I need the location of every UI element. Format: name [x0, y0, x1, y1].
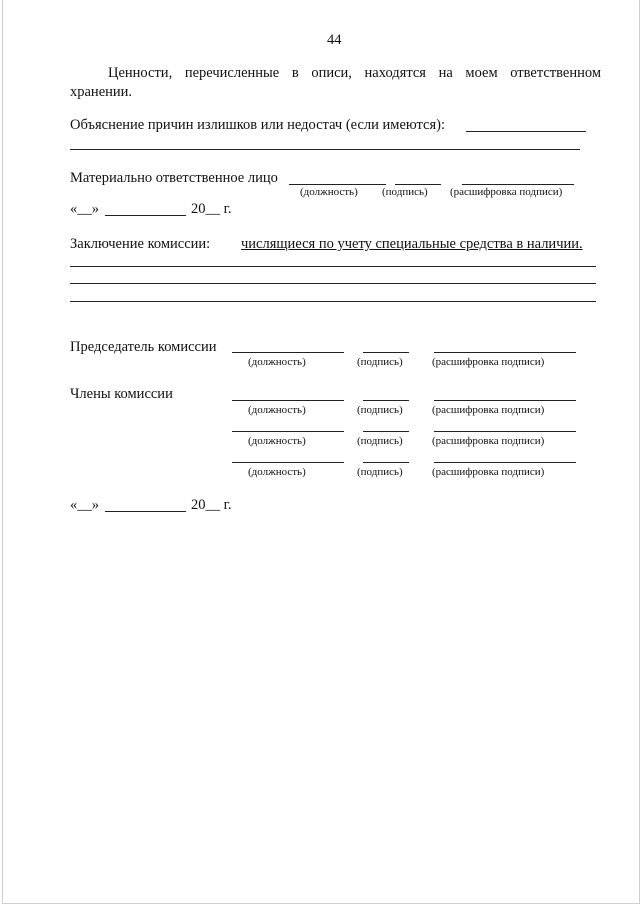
member-3-signature-caption: (подпись)	[357, 466, 403, 478]
chairman-position-field[interactable]	[232, 352, 344, 353]
members-label: Члены комиссии	[70, 386, 173, 402]
chairman-decoding-caption: (расшифровка подписи)	[432, 356, 545, 368]
custody-statement: Ценности, перечисленные в описи, находятся на моем ответственном хранении.	[70, 65, 601, 100]
final-date-month-field[interactable]	[105, 511, 186, 512]
member-1-position-caption: (должность)	[248, 404, 306, 416]
explanation-field-line-2[interactable]	[70, 149, 580, 150]
responsible-position-field[interactable]	[289, 184, 386, 185]
member-3-decoding-field[interactable]	[434, 462, 576, 463]
chairman-signature-caption: (подпись)	[357, 356, 403, 368]
responsible-decoding-field[interactable]	[462, 184, 574, 185]
chairman-label: Председатель комиссии	[70, 339, 217, 355]
chairman-signature-field[interactable]	[363, 352, 409, 353]
member-2-position-field[interactable]	[232, 431, 344, 432]
member-3-position-caption: (должность)	[248, 466, 306, 478]
member-3-position-field[interactable]	[232, 462, 344, 463]
conclusion-line-1[interactable]	[70, 266, 596, 267]
chairman-decoding-field[interactable]	[434, 352, 576, 353]
member-2-signature-caption: (подпись)	[357, 435, 403, 447]
date-day: «__»	[70, 201, 99, 217]
page-number: 44	[327, 32, 342, 48]
page-border	[2, 0, 640, 904]
explanation-label: Объяснение причин излишков или недостач (если имеются):	[70, 117, 446, 133]
member-1-decoding-caption: (расшифровка подписи)	[432, 404, 545, 416]
conclusion-text: числящиеся по учету специальные средства в наличии.	[241, 236, 583, 252]
final-date-year: 20__ г.	[191, 497, 232, 513]
chairman-position-caption: (должность)	[248, 356, 306, 368]
responsible-decoding-caption: (расшифровка подписи)	[450, 186, 563, 198]
member-1-position-field[interactable]	[232, 400, 344, 401]
responsible-position-caption: (должность)	[300, 186, 358, 198]
date-month-field[interactable]	[105, 215, 186, 216]
member-2-position-caption: (должность)	[248, 435, 306, 447]
explanation-field[interactable]	[466, 131, 586, 132]
date-year: 20__ г.	[191, 201, 232, 217]
final-date-day: «__»	[70, 497, 99, 513]
member-1-signature-caption: (подпись)	[357, 404, 403, 416]
conclusion-label: Заключение комиссии:	[70, 236, 211, 252]
member-3-decoding-caption: (расшифровка подписи)	[432, 466, 545, 478]
member-2-decoding-field[interactable]	[434, 431, 576, 432]
member-2-decoding-caption: (расшифровка подписи)	[432, 435, 545, 447]
member-1-signature-field[interactable]	[363, 400, 409, 401]
member-2-signature-field[interactable]	[363, 431, 409, 432]
member-3-signature-field[interactable]	[363, 462, 409, 463]
responsible-signature-field[interactable]	[395, 184, 441, 185]
responsible-label: Материально ответственное лицо	[70, 170, 278, 186]
conclusion-line-3[interactable]	[70, 301, 596, 302]
conclusion-line-2[interactable]	[70, 283, 596, 284]
member-1-decoding-field[interactable]	[434, 400, 576, 401]
responsible-signature-caption: (подпись)	[382, 186, 428, 198]
